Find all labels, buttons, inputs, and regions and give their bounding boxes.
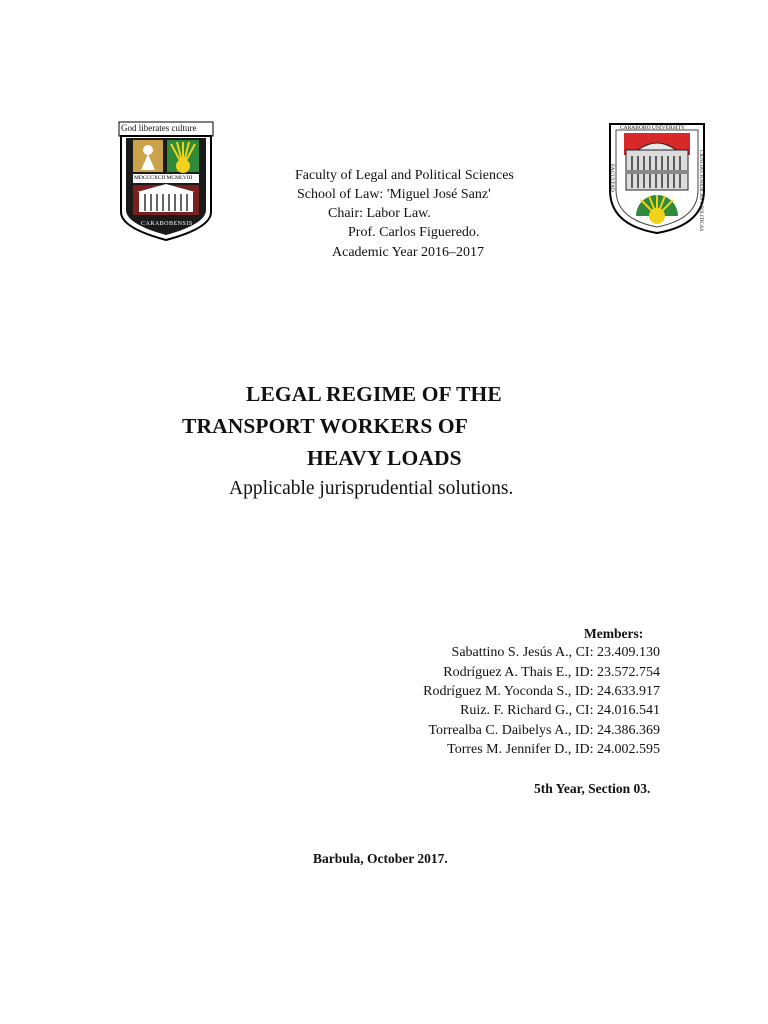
faculty-seal-icon <box>608 120 706 235</box>
member-item: Torrealba C. Daibelys A., ID: 24.386.369 <box>428 723 660 738</box>
seal-top-text: CARABOBO UNIVERSITY <box>620 125 685 131</box>
crest-motto: God liberates culture <box>121 123 197 133</box>
members-label: Members: <box>584 626 644 641</box>
faculty-seal-logo <box>608 120 706 235</box>
title-line-1: LEGAL REGIME OF THE <box>246 382 502 406</box>
header-chair: Chair: Labor Law. <box>328 206 431 221</box>
crest-ring-left: UNIVERSITAS <box>105 182 111 227</box>
header-academic-year: Academic Year 2016–2017 <box>332 245 485 260</box>
subtitle: Applicable jurisprudential solutions. <box>229 478 514 499</box>
title-line-3: HEAVY LOADS <box>307 446 462 470</box>
crest-ring-bottom: CARABOBENSIS <box>141 221 193 227</box>
header-faculty: Faculty of Legal and Political Sciences <box>295 168 514 183</box>
header-professor: Prof. Carlos Figueredo. <box>348 225 480 240</box>
place-date: Barbula, October 2017. <box>313 851 448 866</box>
seal-ring-right: CIENCIAS JURIDICAS Y POLITICAS <box>698 150 703 232</box>
university-crest-logo <box>105 120 215 242</box>
member-item: Rodríguez M. Yoconda S., ID: 24.633.917 <box>423 684 660 699</box>
member-item: Ruiz. F. Richard G., CI: 24.016.541 <box>460 703 660 718</box>
crest-seal-text: MDCCCXCII MCMLVIII <box>134 175 193 181</box>
header-school: School of Law: 'Miguel José Sanz' <box>297 187 491 202</box>
member-item: Rodríguez A. Thais E., ID: 23.572.754 <box>443 665 660 680</box>
member-item: Torres M. Jennifer D., ID: 24.002.595 <box>447 742 660 757</box>
section-label: 5th Year, Section 03. <box>534 781 651 796</box>
member-item: Sabattino S. Jesús A., CI: 23.409.130 <box>451 645 660 660</box>
title-line-2: TRANSPORT WORKERS OF <box>182 414 468 438</box>
seal-ring-left: FACULTAD <box>609 164 615 192</box>
